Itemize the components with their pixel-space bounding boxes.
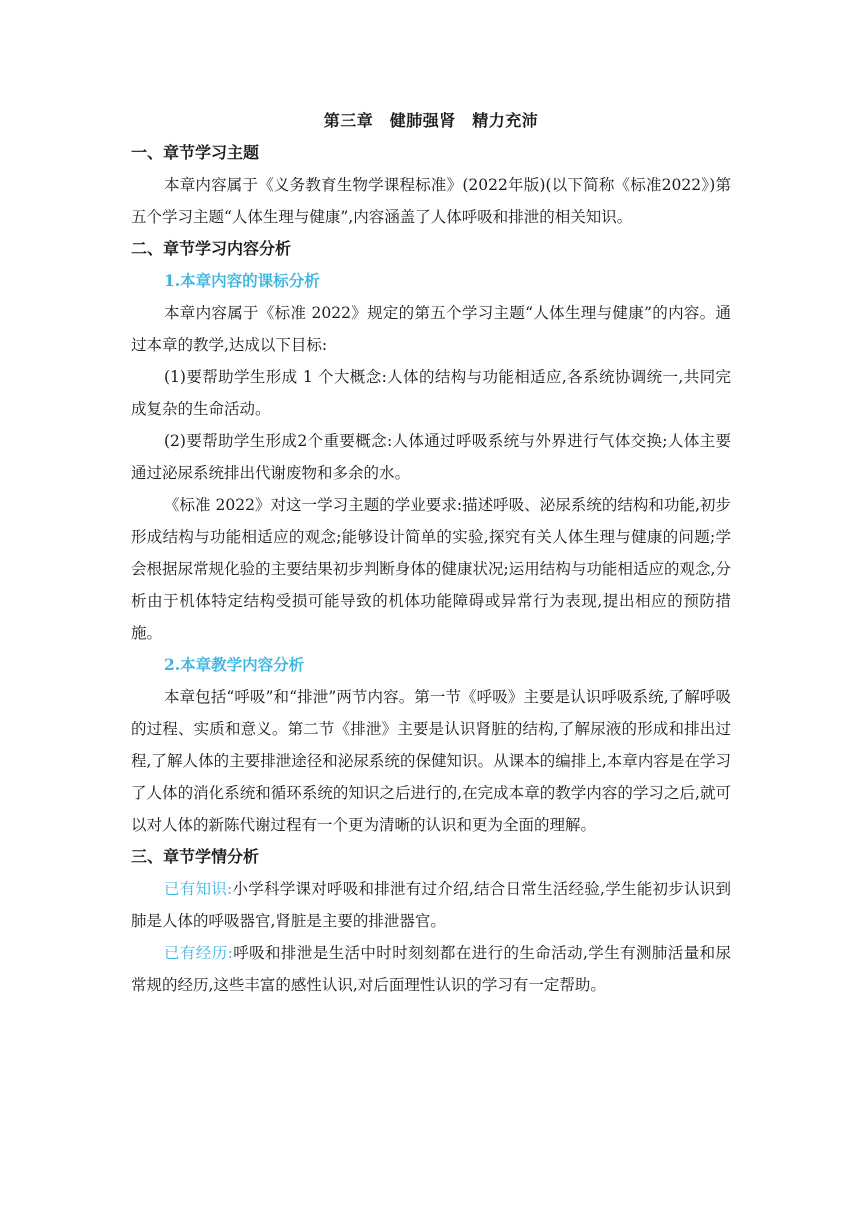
document-page bbox=[131, 104, 731, 1001]
section-heading-learning-theme: 一、章节学习主题 bbox=[131, 143, 260, 162]
section-heading-content-analysis: 二、章节学习内容分析 bbox=[131, 239, 292, 258]
chapter-title: 第三章 健肺强肾 精力充沛 bbox=[323, 111, 539, 130]
paragraph: 本章内容属于《义务教育生物学课程标准》(2022年版)(以下简称《标准2022》)第五个学习主题“人体生理与健康”,内容涵盖了人体呼吸和排泄的相关知识。 bbox=[131, 176, 731, 226]
lead-label: 已有经历: bbox=[164, 944, 233, 962]
paragraph: (2)要帮助学生形成2个重要概念:人体通过呼吸系统与外界进行气体交换;人体主要通过泌尿系统排出代谢废物和多余的水。 bbox=[131, 432, 731, 482]
subsection-heading-curriculum-analysis: 1.本章内容的课标分析 bbox=[164, 271, 320, 290]
section-heading-learner-analysis: 三、章节学情分析 bbox=[131, 847, 260, 866]
subsection-heading-teaching-content-analysis: 2.本章教学内容分析 bbox=[164, 655, 305, 674]
paragraph-prior-experience bbox=[131, 937, 731, 1001]
paragraph-text: 呼吸和排泄是生活中时时刻刻都在进行的生命活动,学生有测肺活量和尿常规的经历,这些丰富的感性认识,对后面理性认识的学习有一定帮助。 bbox=[131, 944, 731, 994]
paragraph: 《标准 2022》对这一学习主题的学业要求:描述呼吸、泌尿系统的结构和功能,初步形成结构与功能相适应的观念;能够设计简单的实验,探究有关人体生理与健康的问题;学会根据尿常规化验的主要结果初步判断身体的健康状况;运用结构与功能相适应的观念,分析由于机体特定结构受损可能导致的机体功能障碍或异常行为表现,提出相应的预防措施。 bbox=[131, 496, 731, 642]
lead-label: 已有知识: bbox=[164, 880, 233, 898]
paragraph: (1)要帮助学生形成 1 个大概念:人体的结构与功能相适应,各系统协调统一,共同完成复杂的生命活动。 bbox=[131, 368, 731, 418]
paragraph: 本章包括“呼吸”和“排泄”两节内容。第一节《呼吸》主要是认识呼吸系统,了解呼吸的过程、实质和意义。第二节《排泄》主要是认识肾脏的结构,了解尿液的形成和排出过程,了解人体的主要排泄途径和泌尿系统的保健知识。从课本的编排上,本章内容是在学习了人体的消化系统和循环系统的知识之后进行的,在完成本章的教学内容的学习之后,就可以对人体的新陈代谢过程有一个更为清晰的认识和更为全面的理解。 bbox=[131, 688, 731, 834]
paragraph: 本章内容属于《标准 2022》规定的第五个学习主题“人体生理与健康”的内容。通过本章的教学,达成以下目标: bbox=[131, 304, 731, 354]
paragraph-text: 小学科学课对呼吸和排泄有过介绍,结合日常生活经验,学生能初步认识到肺是人体的呼吸器官,肾脏是主要的排泄器官。 bbox=[131, 880, 731, 930]
paragraph-prior-knowledge bbox=[131, 873, 731, 937]
